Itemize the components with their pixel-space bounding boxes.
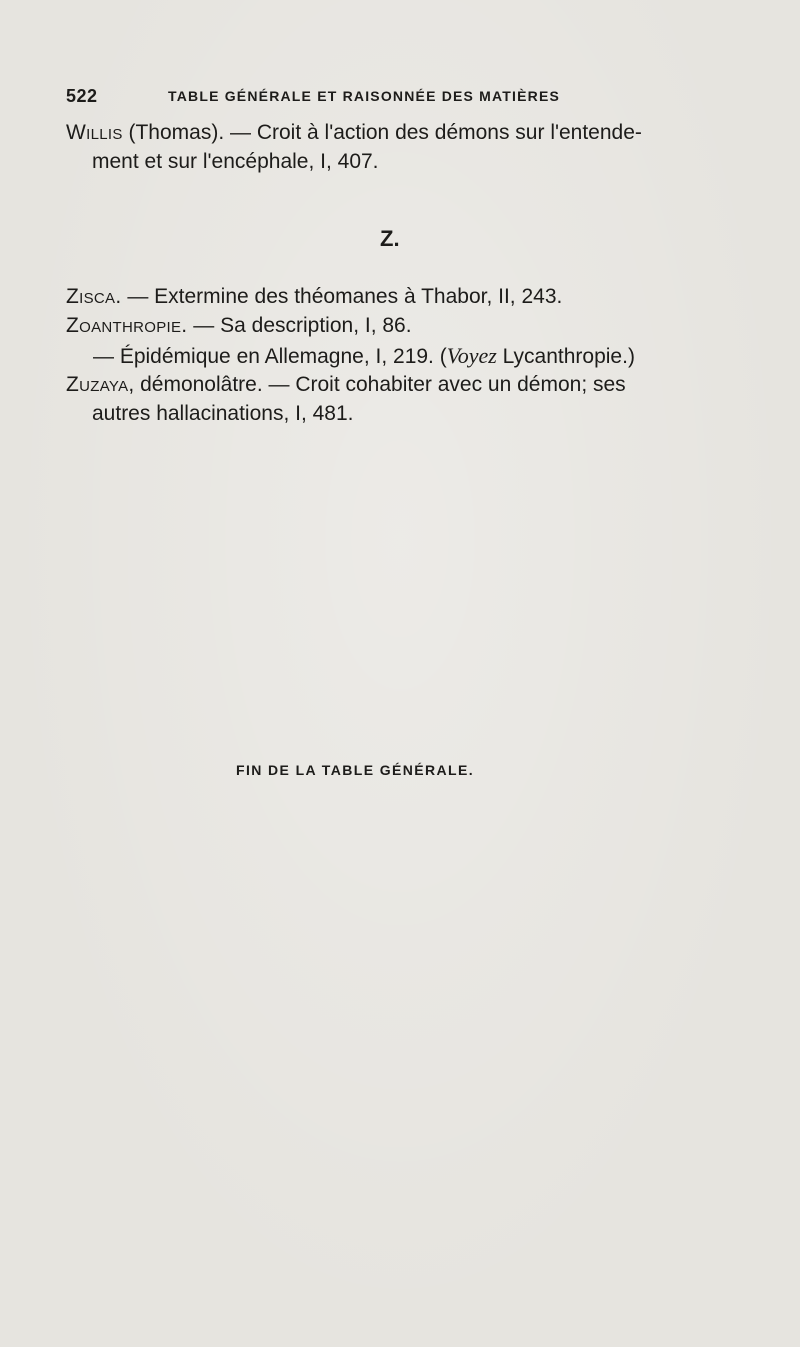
index-entry-zoanthropie xyxy=(66,311,746,340)
entry-text: — Sa description, I, 86. xyxy=(187,314,412,337)
entry-text: , démonolâtre. — Croit cohabiter avec un démon; ses xyxy=(128,373,626,396)
end-of-table-note: FIN DE LA TABLE GÉNÉRALE. xyxy=(236,762,474,778)
index-entry-zisca xyxy=(66,282,746,311)
cross-reference: Lycanthropie.) xyxy=(496,345,635,368)
entry-headword: Zisca. xyxy=(66,285,122,308)
entry-continuation: ment et sur l'encéphale, I, 407. xyxy=(92,150,379,173)
subentry-text: — Épidémique en Allemagne, I, 219. ( xyxy=(93,345,447,368)
section-letter-heading: Z. xyxy=(380,226,400,251)
running-title: TABLE GÉNÉRALE ET RAISONNÉE DES MATIÈRES xyxy=(168,88,561,104)
index-entry-zuzaya xyxy=(66,370,746,428)
entry-headword: Zuzaya xyxy=(66,373,129,396)
entry-text: (Thomas). — Croit à l'action des démons sur l'entende- xyxy=(122,121,642,144)
voyez-italic: Voyez xyxy=(446,343,497,368)
entry-headword: Zoanthropie. xyxy=(66,314,188,337)
entry-line xyxy=(66,118,746,147)
index-subentry-zoanthropie xyxy=(93,341,635,371)
index-entry-willis xyxy=(66,118,746,176)
entry-line xyxy=(66,370,746,399)
entry-continuation: autres hallacinations, I, 481. xyxy=(92,402,354,425)
entry-headword: Willis xyxy=(66,121,123,144)
page-number: 522 xyxy=(66,86,98,106)
running-head xyxy=(66,86,636,116)
entry-text: — Extermine des théomanes à Thabor, II, 243. xyxy=(121,285,563,308)
